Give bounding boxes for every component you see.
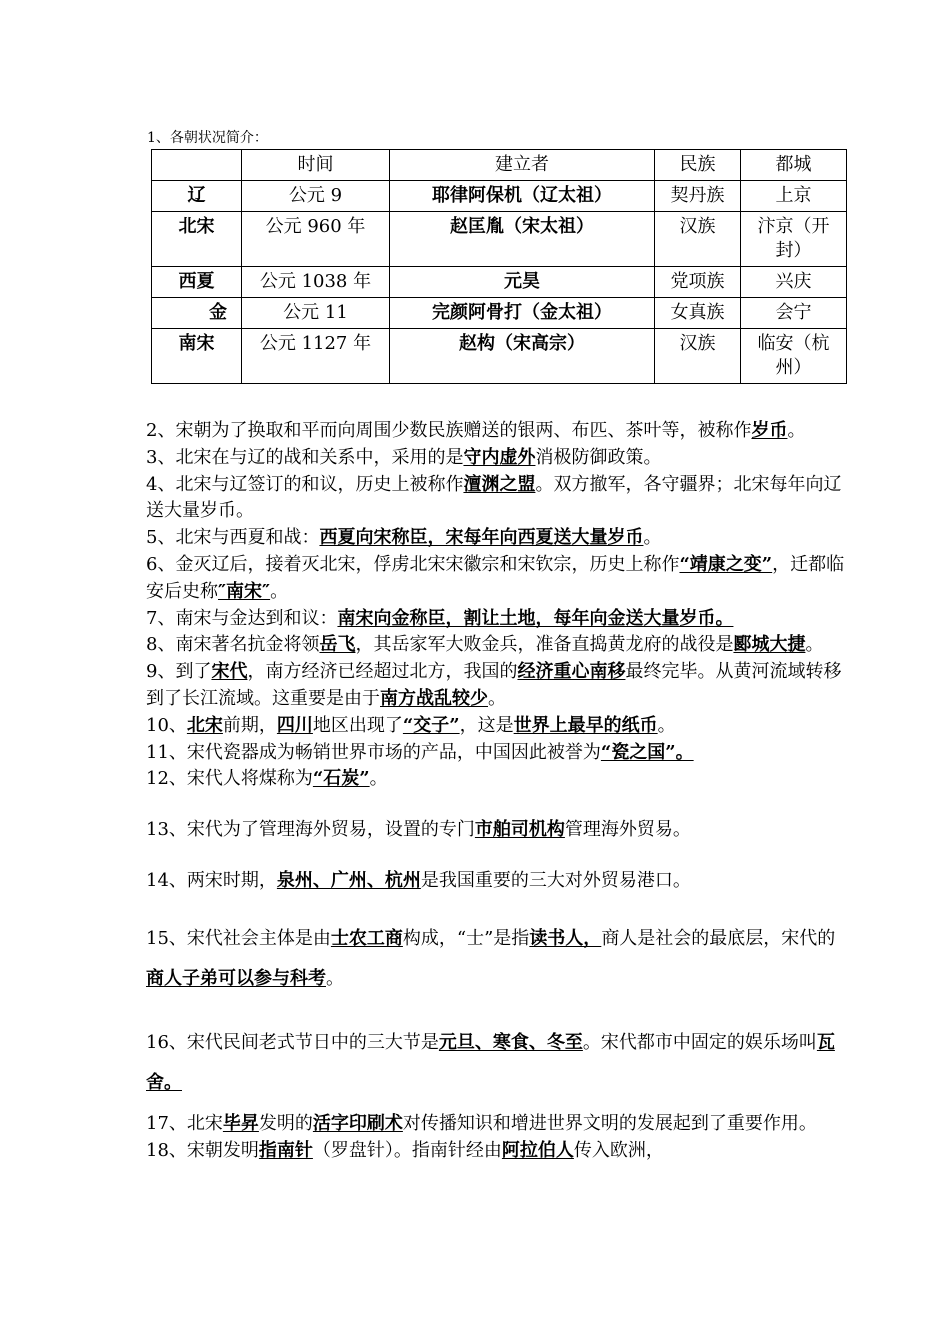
answer-text: “石炭” [312,768,370,790]
list-item [146,740,846,767]
list-item [146,713,846,740]
list-item [146,472,846,526]
item-text: 消极防御政策。 [535,446,662,468]
ethnicity-cell: 党项族 [655,267,741,298]
answer-text: 郾城大捷 [733,634,806,656]
answer-text: 瓦舍。 [146,1031,835,1093]
dynasty-cell: 西夏 [152,267,242,298]
item-text: 10、 [146,714,187,736]
item-text: ，南方经济已经超过北方，我国的 [247,661,518,683]
founder-cell: 元昊 [390,267,655,298]
answer-text: 商人子弟可以参与科考 [146,967,326,989]
item-text: 14、两宋时期， [146,869,277,891]
answer-text: 西夏向宋称臣，宋每年向西夏送大量岁币 [319,527,644,549]
answer-text: 指南针 [258,1139,313,1161]
list-item [146,919,846,999]
dynasty-cell: 辽 [152,181,242,212]
answer-text: ″南宋″ [218,580,271,602]
item-text: 管理海外贸易。 [564,819,691,841]
time-cell: 公元 1038 年 [242,267,390,298]
header-cell: 民族 [655,150,741,181]
item-text: （罗盘针）。指南针经由 [312,1139,502,1161]
list-item [146,659,846,713]
list-item [146,817,846,844]
answer-text: “瓷之国”。 [600,741,694,763]
answer-text: 北宋 [186,714,223,736]
dynasty-table [151,149,847,384]
answer-text: 南方战乱较少 [380,687,488,709]
item-text: 7、南宋与金达到和议： [146,607,338,629]
answer-text: 经济重心南移 [517,661,626,683]
item-text: 是我国重要的三大对外贸易港口。 [420,869,691,891]
item-text: 13、宋代为了管理海外贸易，设置的专门 [146,819,475,841]
capital-cell: 会宁 [741,298,847,329]
answer-text: 毕昇 [222,1112,259,1134]
item-text: 15、宋代社会主体是由 [146,927,331,949]
item-text: ，迁都临安后史称 [146,553,845,602]
list-item [146,606,846,633]
header-cell: 都城 [741,150,847,181]
ethnicity-cell: 汉族 [655,329,741,384]
answer-text: 市舶司机构 [474,819,565,841]
item-text: 前期， [222,714,277,736]
list-item [146,525,846,552]
dynasty-cell: 金 [152,298,242,329]
answer-text: 活字印刷术 [312,1112,403,1134]
item-text: 8、南宋著名抗金将领 [146,634,320,656]
founder-cell: 耶律阿保机（辽太祖） [390,181,655,212]
answer-text: “靖康之变” [679,553,773,575]
list-item [146,632,846,659]
answer-text: 世界上最早的纸币 [513,714,658,736]
header-cell: 时间 [242,150,390,181]
header-cell [152,150,242,181]
item-text: 6、金灭辽后，接着灭北宋，俘虏北宋宋徽宗和宋钦宗，历史上称作 [146,553,680,575]
item-text: 。双方撤军，各守疆界；北宋每年向辽送大量岁币。 [146,473,842,522]
list-item [146,1023,846,1103]
founder-cell: 完颜阿骨打（金太祖） [390,298,655,329]
ethnicity-cell: 汉族 [655,212,741,267]
answer-text: 阿拉伯人 [501,1139,574,1161]
item-text: 5、北宋与西夏和战： [146,527,320,549]
time-cell: 公元 1127 年 [242,329,390,384]
answer-text: 澶渊之盟 [463,473,536,495]
table-row [152,329,847,384]
capital-cell: 上京 [741,181,847,212]
dynasty-cell: 北宋 [152,212,242,267]
item-text: ，其岳家军大败金兵，准备直捣黄龙府的战役是 [355,634,734,656]
founder-cell: 赵构（宋高宗） [390,329,655,384]
answer-text: 元旦、寒食、冬至 [438,1031,583,1053]
header-cell: 建立者 [390,150,655,181]
item-text: 最终完毕。从黄河流域转移到了长江流域。这重要是由于 [146,661,842,709]
time-cell: 公元 9 [242,181,390,212]
item-text: 。 [787,420,806,441]
answer-text: 南宋向金称臣，割让土地，每年向金送大量岁币。 [337,607,734,629]
item-text: 。 [270,580,289,602]
item-text: 。 [326,967,344,989]
item-text: 9、到了 [146,661,212,683]
time-cell: 公元 960 年 [242,212,390,267]
section-heading: 1、各朝状况简介： [147,130,268,146]
item-text: 传入欧洲， [573,1139,664,1161]
answer-text: 宋代 [211,661,248,683]
answer-text: 四川 [276,714,313,736]
item-text: 发明的 [258,1112,313,1134]
list-item [146,418,846,445]
table-row [152,212,847,267]
answer-text: “交子” [402,714,460,736]
item-text: 。 [369,768,388,790]
item-text: 地区出现了 [312,714,403,736]
answer-text: 士农工商 [330,927,403,949]
list-item [146,1111,846,1138]
item-text: 17、北宋 [146,1112,223,1134]
item-text: 12、宋代人将煤称为 [146,768,313,790]
table-row [152,181,847,212]
ethnicity-cell: 契丹族 [655,181,741,212]
question-list [146,418,846,1164]
item-text: 商人是社会的最底层，宋代的 [601,927,836,949]
item-text: 11、宋代瓷器成为畅销世界市场的产品，中国因此被誉为 [146,741,601,763]
item-text: 。 [805,634,824,656]
dynasty-cell: 南宋 [152,329,242,384]
time-cell: 公元 11 [242,298,390,329]
item-text: ，这是 [459,714,514,736]
capital-cell: 临安（杭州） [741,329,847,384]
capital-cell: 汴京（开封） [741,212,847,267]
table-row [152,298,847,329]
list-item [146,766,846,793]
answer-text: 岁币 [751,420,788,441]
item-text: 16、宋代民间老式节日中的三大节是 [146,1031,439,1053]
table-header-row [152,150,847,181]
ethnicity-cell: 女真族 [655,298,741,329]
table-row [152,267,847,298]
answer-text: 岳飞 [319,634,356,656]
item-text: 4、北宋与辽签订的和议，历史上被称作 [146,473,464,495]
list-item [146,868,846,895]
capital-cell: 兴庆 [741,267,847,298]
list-item [146,445,846,472]
founder-cell: 赵匡胤（宋太祖） [390,212,655,267]
item-text: 。宋代都市中固定的娱乐场叫 [582,1031,817,1053]
list-item [146,1138,846,1165]
answer-text: 泉州、广州、杭州 [276,869,421,891]
item-text: 2、宋朝为了换取和平而向周围少数民族赠送的银两、布匹、茶叶等，被称作 [146,420,752,441]
item-text: 3、北宋在与辽的战和关系中，采用的是 [146,446,464,468]
item-text: 18、宋朝发明 [146,1139,259,1161]
answer-text: 守内虚外 [463,446,536,468]
answer-text: 读书人， [529,927,602,949]
item-text: 。 [657,714,676,736]
item-text: 。 [488,687,506,709]
item-text: 构成，“士”是指 [402,927,530,949]
list-item [146,552,846,606]
item-text: 对传播知识和增进世界文明的发展起到了重要作用。 [402,1112,817,1134]
item-text: 。 [643,527,662,549]
